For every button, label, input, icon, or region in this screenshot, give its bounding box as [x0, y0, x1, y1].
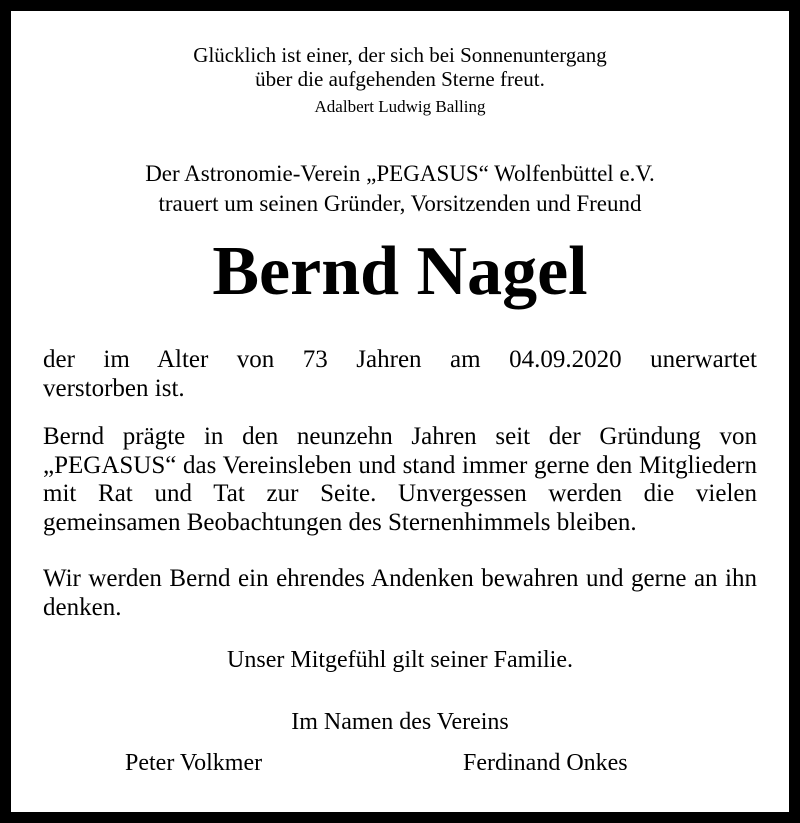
quote-author: Adalbert Ludwig Balling: [314, 97, 486, 116]
deceased-name: Bernd Nagel: [212, 233, 588, 310]
condolence-line: Unser Mitgefühl gilt seiner Familie.: [227, 647, 573, 673]
association-line-2: trauert um seinen Gründer, Vorsitzenden und Freund: [158, 191, 642, 216]
signer-ferdinand-onkes: Ferdinand Onkes: [463, 750, 628, 776]
association-line-1: Der Astronomie-Verein „PEGASUS“ Wolfenbüttel e.V.: [145, 161, 655, 186]
death-notice-line-2: verstorben ist.: [43, 375, 185, 402]
on-behalf-line: Im Namen des Vereins: [291, 709, 509, 735]
tribute-paragraph-2: Wir werden Bernd ein ehrendes Andenken bewahren und gerne an ihn denken.: [43, 565, 757, 621]
quote-line-1: Glücklich ist einer, der sich bei Sonnenuntergang: [193, 43, 607, 67]
death-notice-line-1: der im Alter von 73 Jahren am 04.09.2020 unerwartet: [43, 346, 757, 373]
signer-peter-volkmer: Peter Volkmer: [125, 750, 263, 776]
quote-line-2: über die aufgehenden Sterne freut.: [255, 67, 545, 91]
tribute-paragraph-1: Bernd prägte in den neunzehn Jahren seit der Gründung von „PEGASUS“ das Vereinsleben und stand immer gerne den Mitgliedern mit Rat und Tat zur Seite. Unvergessen werden die vielen gemeinsamen Beobachtungen des Sternenhimmels bleiben.: [43, 423, 757, 536]
